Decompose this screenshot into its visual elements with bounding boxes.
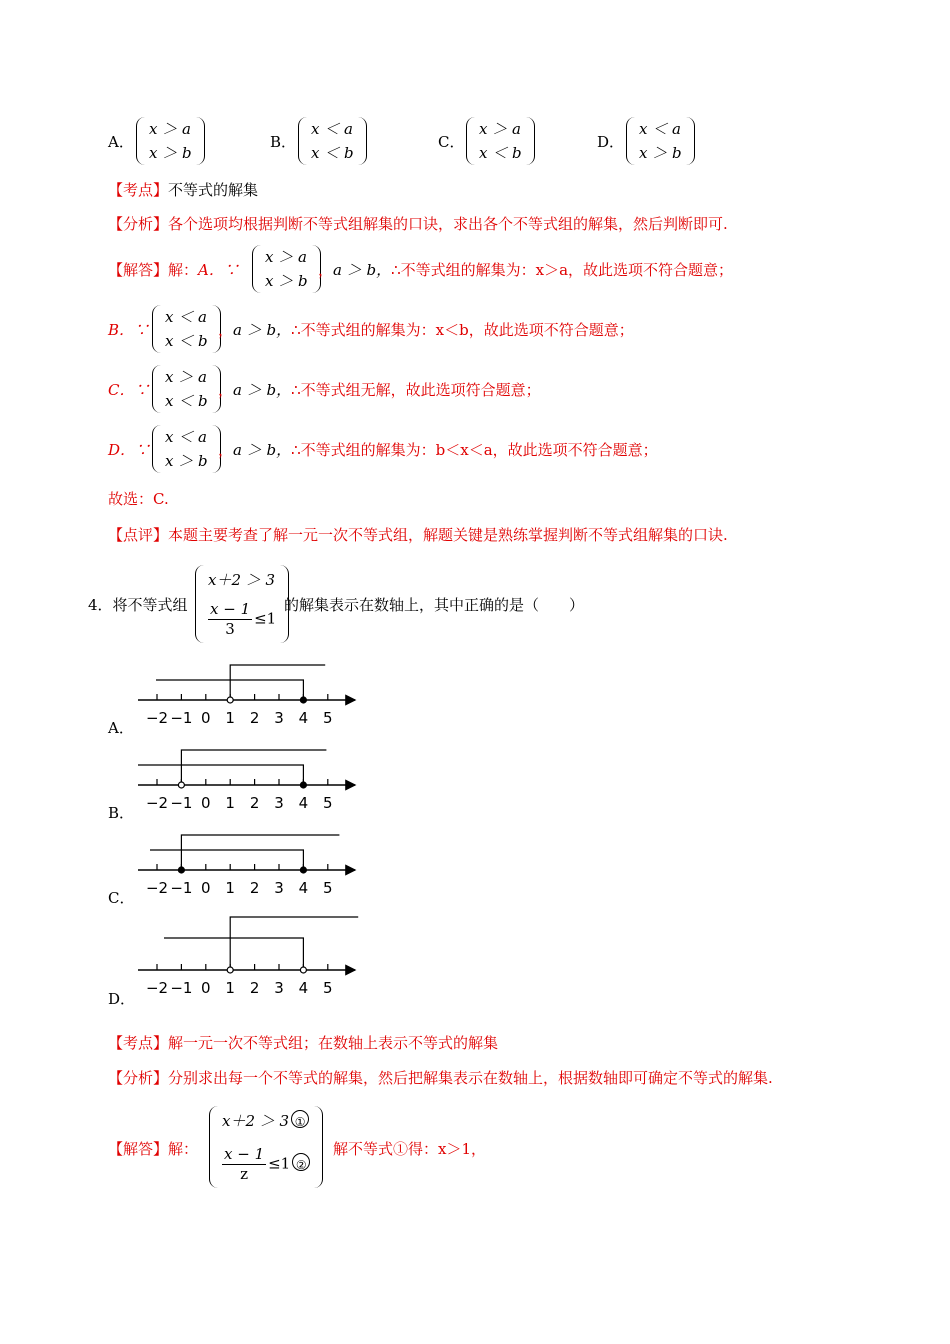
number-line-figures [100,655,380,1000]
fig-d-tick-label: 2 [249,979,260,997]
fig-a-tick-label: 0 [201,709,211,727]
fig-b-tick-label: 3 [274,794,284,812]
q3-jieda-c-prefix: C．∵ [108,381,150,399]
fig-a-ray-right [230,665,325,700]
option-a-letter: A． [108,133,134,151]
fig-c-point-left [178,867,184,873]
fig-b-tick-label: −2 [145,794,169,812]
q3-jieda-b-text: ，a ＞ b，∴不等式组的解集为：x＜b，故此选项不符合题意； [218,321,634,339]
q3-jieda-c-text: ，a ＞ b，∴不等式组无解，故此选项符合题意； [218,381,541,399]
fig-c-tick-label: 1 [225,879,235,897]
fig-d-tick-label: 4 [298,979,309,997]
fig-d-ray-right [230,917,358,970]
fig-a-point-left [227,697,233,703]
option-d-letter: D． [597,133,625,151]
q4-number: 4．将不等式组 [88,596,188,614]
fig-d-tick-label: 1 [225,979,235,997]
q3-jieda-a-prefix: 【解答】解：A．∵ [108,261,239,279]
fig-c-tick-label: −1 [170,879,193,897]
q3-jieda-d-system: x ＜ a x ＞ b [152,425,221,473]
fig-c-tick-label: 4 [298,879,309,897]
fig-c-tick-label: 2 [249,879,260,897]
q3-kaodian: 【考点】不等式的解集 [108,181,259,199]
fig-d-tick-label: −1 [170,979,193,997]
q3-jieda-d-prefix: D．∵ [108,441,151,459]
option-c-system: x ＞ a x ＜ b [466,117,535,165]
option-a-system: x ＞ a x ＞ b [136,117,205,165]
fig-b-point-right [300,782,306,788]
option-d-system: x ＜ a x ＞ b [626,117,695,165]
q4-fenxi: 【分析】分别求出每一个不等式的解集，然后把解集表示在数轴上，根据数轴即可确定不等式的解集. [108,1069,773,1087]
fig-d-tick-label: −2 [145,979,169,997]
fig-c-ray-left [150,850,303,870]
fig-a-tick-label: −2 [145,709,169,727]
fig-a-label: A． [108,719,134,737]
q4-jieda-prefix: 【解答】解： [108,1140,199,1158]
fig-c-point-right [300,867,306,873]
fig-c-tick-label: −2 [145,879,169,897]
q4-jieda-text: 解不等式①得：x＞1， [333,1140,487,1158]
q3-fenxi: 【分析】各个选项均根据判断不等式组解集的口诀，求出各个不等式组的解集，然后判断即可. [108,215,728,233]
q4-question-text: 的解集表示在数轴上，其中正确的是（ ） [284,596,585,614]
q3-dianping: 【点评】本题主要考查了解一元一次不等式组，解题关键是熟练掌握判断不等式组解集的口诀. [108,526,728,544]
option-b-letter: B． [270,133,297,151]
q4-kaodian: 【考点】解一元一次不等式组；在数轴上表示不等式的解集 [108,1034,499,1052]
q3-jieda-a-text: ，a ＞ b，∴不等式组的解集为：x＞a，故此选项不符合题意； [318,261,734,279]
q3-jieda-c-system: x ＞ a x ＜ b [152,365,221,413]
q3-jieda-d-text: ，a ＞ b，∴不等式组的解集为：b＜x＜a，故此选项不符合题意； [218,441,658,459]
fig-a-point-right [300,697,306,703]
fig-b-point-left [178,782,184,788]
fig-b-tick-label: 2 [249,794,260,812]
fig-a-tick-label: −1 [170,709,193,727]
fig-b-tick-label: 1 [225,794,235,812]
fig-c-tick-label: 0 [201,879,211,897]
q3-jieda-b-prefix: B．∵ [108,321,150,339]
fig-a-tick-label: 1 [225,709,235,727]
fig-c-tick-label: 3 [274,879,284,897]
q3-jieda-a-system: x ＞ a x ＞ b [252,245,321,293]
fig-d-label: D． [108,990,136,1008]
q3-jieda-b-system: x ＜ a x ＜ b [152,305,221,353]
fig-d-tick-label: 3 [274,979,284,997]
fig-a-tick-label: 5 [323,709,333,727]
fig-b-tick-label: −1 [170,794,193,812]
fig-c-ray-right [181,835,339,870]
option-c-letter: C． [438,133,465,151]
fig-c-label: C． [108,889,135,907]
fig-d-ray-left [164,938,303,970]
fig-c-tick-label: 5 [323,879,333,897]
fig-d-point-left [227,967,233,973]
option-b-system: x ＜ a x ＜ b [298,117,367,165]
q4-system: x＋2 ＞ 3 $\frac{x - 1}{3}$ ≤1 [195,565,289,643]
fig-d-tick-label: 5 [323,979,333,997]
q4-jieda-system: x＋2 ＞ 3 ① $\frac{x - 1}{z}$ ≤1 ② [209,1106,323,1188]
fig-a-tick-label: 4 [298,709,309,727]
fig-d-tick-label: 0 [201,979,211,997]
fig-a-tick-label: 2 [249,709,260,727]
fig-b-ray-right [181,750,326,785]
fig-b-tick-label: 5 [323,794,333,812]
fig-b-tick-label: 0 [201,794,211,812]
fig-d-point-right [300,967,306,973]
fig-b-tick-label: 4 [298,794,309,812]
fig-b-label: B． [108,804,135,822]
fig-a-tick-label: 3 [274,709,284,727]
q3-guxuan: 故选：C. [108,490,169,508]
